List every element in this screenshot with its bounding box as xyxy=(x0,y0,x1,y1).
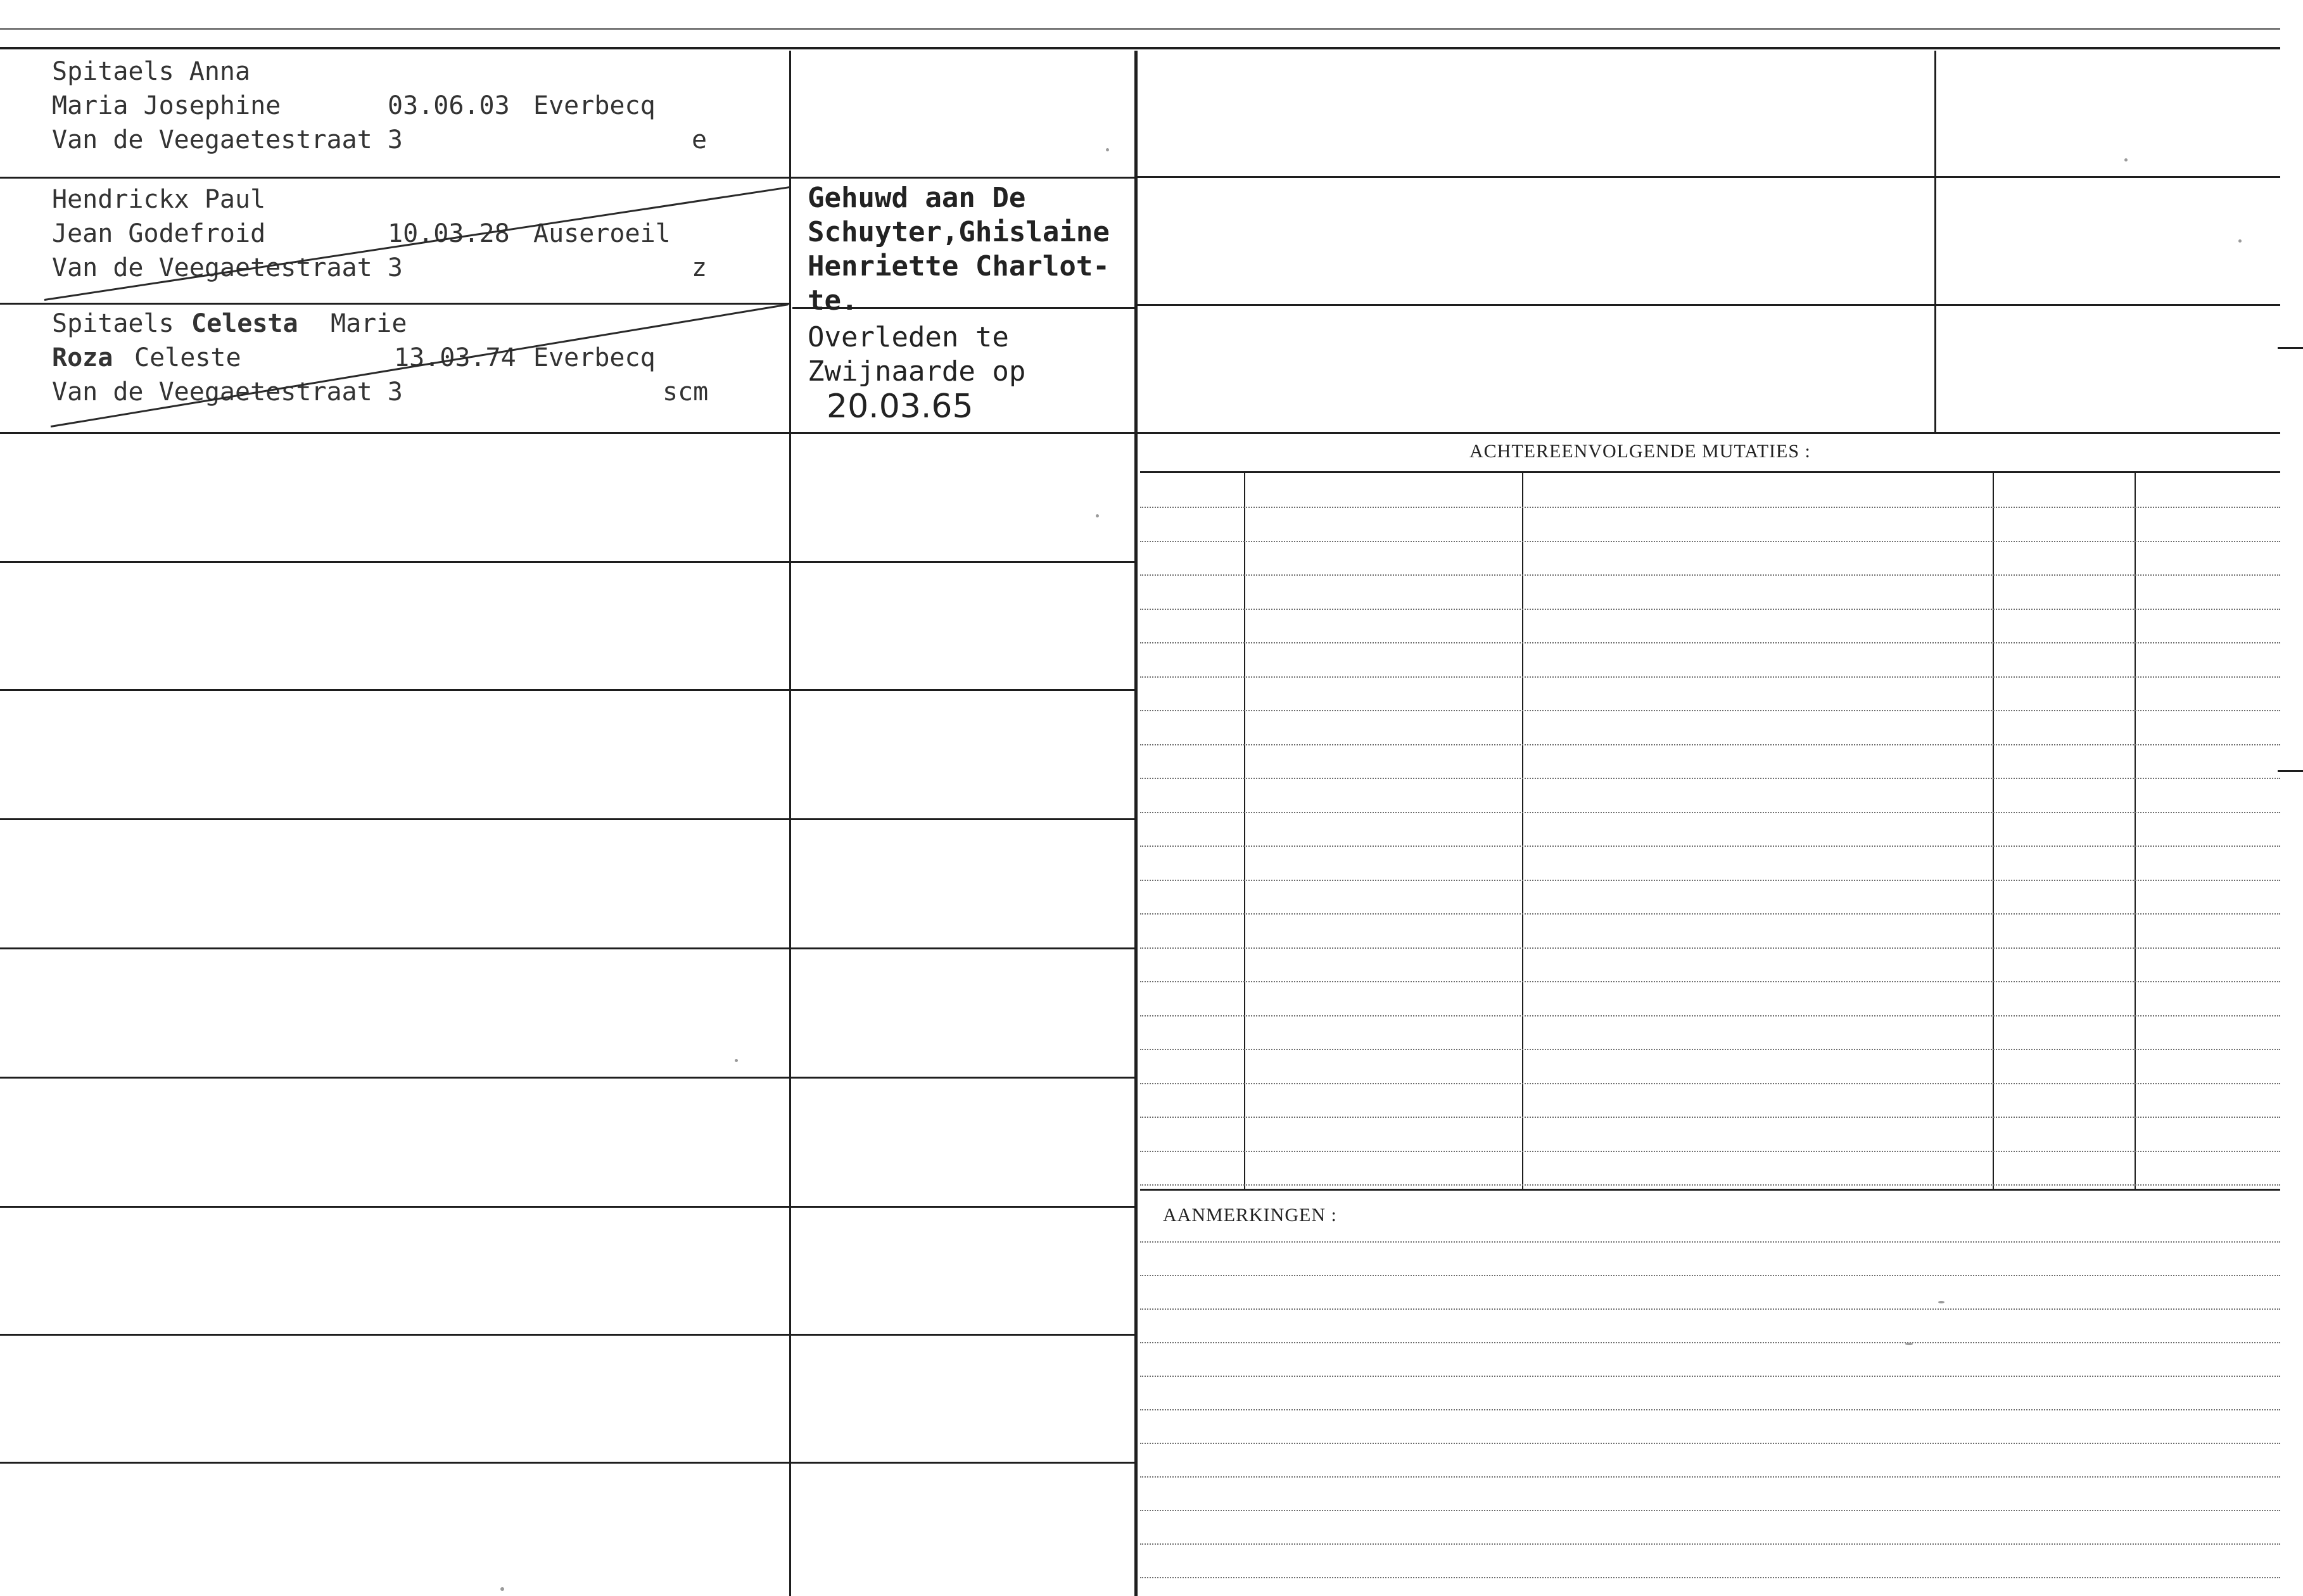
ruled-line xyxy=(1140,574,2280,576)
row-line xyxy=(0,1334,1134,1336)
relation-code: scm xyxy=(663,377,709,407)
margin-tick xyxy=(2278,347,2303,349)
person-entry-1 xyxy=(52,54,787,157)
ruled-line xyxy=(1140,947,2280,949)
row-line xyxy=(0,1462,1134,1464)
ruled-line xyxy=(1140,1117,2280,1118)
person-name-struck: Celesta xyxy=(191,309,298,338)
scan-speck xyxy=(2238,239,2242,243)
mutaties-header: ACHTEREENVOLGENDE MUTATIES : xyxy=(1469,441,1811,462)
birth-place: Everbecq xyxy=(533,91,656,120)
ruled-line xyxy=(1140,1443,2280,1444)
ruled-line xyxy=(1140,744,2280,745)
birth-date: 10.03.28 xyxy=(388,219,510,248)
row-line xyxy=(0,818,1134,820)
scan-speck xyxy=(1106,148,1109,151)
person-given-names: Jean Godefroid xyxy=(52,219,266,248)
ruled-line xyxy=(1140,1476,2280,1478)
ruled-line xyxy=(1140,1083,2280,1084)
ruled-line xyxy=(1140,812,2280,813)
margin-tick xyxy=(2278,770,2303,772)
remark-line: Schuyter,Ghislaine xyxy=(808,216,1110,248)
row-line xyxy=(0,1077,1134,1079)
row-line xyxy=(0,1206,1134,1208)
ruled-line xyxy=(1140,1275,2280,1276)
mutaties-bottom-line xyxy=(1140,1189,2280,1191)
relation-code: e xyxy=(692,125,707,155)
ruled-line xyxy=(1140,1510,2280,1511)
given-names-struck: Roza xyxy=(52,343,113,372)
row-line xyxy=(0,561,1134,563)
ruled-line xyxy=(1140,913,2280,915)
row-line xyxy=(0,432,2280,434)
ruled-line xyxy=(1140,880,2280,881)
ruled-line xyxy=(1140,981,2280,982)
address: Van de Veegaetestraat 3 xyxy=(52,125,403,155)
ruled-line xyxy=(1140,1543,2280,1545)
remark-line: te. xyxy=(808,284,858,317)
birth-date: 03.06.03 xyxy=(388,91,510,120)
ruled-line xyxy=(1140,676,2280,678)
mutaties-column-divider xyxy=(1993,471,1994,1189)
ruled-line xyxy=(1140,1376,2280,1377)
person-name: Hendrickx Paul xyxy=(52,185,266,214)
top-edge-line xyxy=(0,28,2280,30)
row-line xyxy=(1138,304,2280,306)
row-line xyxy=(1138,176,2280,178)
ruled-line xyxy=(1140,1577,2280,1578)
address: Van de Veegaetestraat 3 xyxy=(52,377,403,407)
remark-line: Overleden te xyxy=(808,321,1009,353)
row-line xyxy=(0,689,1134,691)
ruled-line xyxy=(1140,507,2280,508)
ruled-line xyxy=(1140,1049,2280,1050)
mutaties-top-line xyxy=(1140,471,2280,473)
person-name: Spitaels Anna xyxy=(52,57,251,86)
ruled-line xyxy=(1140,1184,2280,1186)
ruled-line xyxy=(1140,710,2280,711)
mutaties-column-divider xyxy=(1244,471,1245,1189)
person-given-names: Celeste xyxy=(134,343,241,372)
scan-speck xyxy=(1938,1301,1945,1303)
remark-entry-2 xyxy=(808,181,1137,317)
ruled-line xyxy=(1140,1308,2280,1310)
ruled-line xyxy=(1140,1342,2280,1343)
scan-speck xyxy=(500,1587,504,1591)
row-line xyxy=(0,947,1134,949)
person-entry-2 xyxy=(52,182,787,285)
birth-date: 13.03.74 xyxy=(394,343,516,372)
death-date: 20.03.65 xyxy=(827,388,974,426)
person-name-prefix: Spitaels xyxy=(52,309,174,338)
column-divider-1 xyxy=(789,51,791,1596)
scan-speck xyxy=(2124,158,2128,162)
ruled-line xyxy=(1140,541,2280,542)
remark-line: Zwijnaarde op xyxy=(808,355,1026,388)
row-line xyxy=(0,303,789,305)
ruled-line xyxy=(1140,778,2280,779)
relation-code: z xyxy=(692,253,707,282)
top-border-line xyxy=(0,47,2280,49)
ruled-line xyxy=(1140,642,2280,643)
mutaties-column-divider xyxy=(2135,471,2136,1189)
row-line xyxy=(0,177,1134,179)
remark-line: Gehuwd aan De xyxy=(808,182,1026,214)
ruled-line xyxy=(1140,609,2280,610)
remark-entry-3 xyxy=(808,320,1137,424)
scan-speck xyxy=(1905,1343,1913,1345)
ruled-line xyxy=(1140,1409,2280,1410)
remark-line: Henriette Charlot- xyxy=(808,250,1110,282)
scan-speck xyxy=(1096,514,1099,517)
ruled-line xyxy=(1140,1015,2280,1016)
aanmerkingen-header: AANMERKINGEN : xyxy=(1163,1205,1337,1226)
scan-speck xyxy=(735,1059,738,1062)
ruled-line xyxy=(1140,846,2280,847)
ruled-line xyxy=(1140,1241,2280,1243)
column-divider-3 xyxy=(1934,51,1936,432)
address: Van de Veegaetestraat 3 xyxy=(52,253,403,282)
mutaties-column-divider xyxy=(1522,471,1523,1189)
ruled-line xyxy=(1140,1151,2280,1152)
person-name-suffix: Marie xyxy=(331,309,407,338)
birth-place: Auseroeil xyxy=(533,219,671,248)
birth-place: Everbecq xyxy=(533,343,656,372)
person-given-names: Maria Josephine xyxy=(52,91,281,120)
